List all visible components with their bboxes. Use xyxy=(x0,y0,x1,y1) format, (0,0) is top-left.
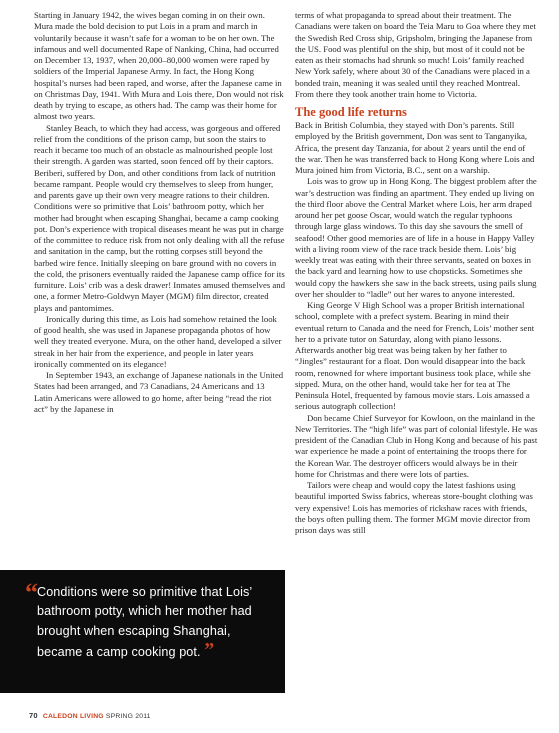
body-paragraph: Lois was to grow up in Hong Kong. The biggest problem after the war’s destruction was finding an apartment. They ended up living on the third floor above the Central Market where Lois, her arm draped around her pet goose Oscar, would watch the regular typhoons through large glass windows. To this day she savours the smell of seafood! Other good memories are of life in a house in Happy Valley with a living room view of the race track beside them. Lois’ big weekly treat was eating with their three servants, seated on boxes in the back yard and learning how to use chopsticks. Sometimes she would copy the hawkers she saw in the back streets, using pails slung over her shoulder to “ladle” out her wares to anyone interested. xyxy=(295,176,537,299)
body-paragraph: Tailors were cheap and would copy the latest fashions using beautiful imported Swiss fabrics, whereas store-bought clothing was very expensive! Lois has memories of rickshaw races with friends, the boys often pulling them. The former MGM movie director from prison days was still xyxy=(295,480,533,535)
pull-quote-text: Conditions were so primitive that Lois’ bathroom potty, which her mother had brought when escaping Shanghai, became a camp cooking pot. xyxy=(37,585,252,660)
close-quote-mark: ” xyxy=(204,639,215,662)
pull-quote-text-block xyxy=(37,583,277,663)
body-paragraph: Back in British Columbia, they stayed with Don’s parents. Still employed by the British government, Don was sent to Tanganyika, Africa, the present day Tanzania, for about 2 years until the end of the war. Then he was transferred back to Hong Kong where Lois and Mura joined him from Victoria, B.C., sent on a warship. xyxy=(295,120,535,175)
issue-label: SPRING 2011 xyxy=(105,713,151,720)
pull-quote xyxy=(0,570,285,693)
page-footer xyxy=(29,711,151,720)
section-heading: The good life returns xyxy=(295,105,407,119)
right-text-column xyxy=(295,10,538,536)
body-paragraph: Ironically during this time, as Lois had somehow retained the look of good health, she was used in Japanese propaganda photos of how well they treated everyone. Mura, on the other hand, developed a silver streak in her hair from the experience, and people in later years ironically commented on its elegance! xyxy=(34,313,282,369)
body-paragraph: In September 1943, an exchange of Japanese nationals in the United States had been arranged, and 73 Canadians, 24 Americans and 13 Latin Americans were allowed to go home, after being “read the riot act” by the Japanese in xyxy=(34,370,284,414)
publication-name: CALEDON LIVING xyxy=(42,713,104,720)
left-text-column xyxy=(34,10,285,415)
page-number: 70 xyxy=(29,711,38,720)
body-paragraph: King George V High School was a proper British international school, complete with a prefect system. Bearing in mind their eventual return to Canada and the need for French, Lois’ mother sent her to a private tutor on Saturday, along with piano lessons. Afterwards another big treat was being taken by her father to “Jingles” restaurant for a float. Don would disappear into the back room, renowned for where important business took place, while she sipped. Mura, on the other hand, would take her for tea at The Peninsula Hotel, frequented by famous movie stars. Lois amassed a serious autograph collection! xyxy=(295,300,535,412)
open-quote-mark: “ xyxy=(25,578,38,607)
body-paragraph: Starting in January 1942, the wives began coming in on their own. Mura made the bold decision to put Lois in a pram and march in voluntarily because it wasn’t safe for a woman to be on her own. The infamous and well documented Rape of Nanking, China, had occurred on December 13, 1937, when 20,000–80,000 women were raped by soldiers of the Imperial Japanese Army. In fact, the Hong Kong hospital’s nurses had been raped, and worse, after the Japanese came in on Christmas Day, 1941. With Mura and Lois there, Don would not risk death by trying to escape, as others had. The camp was their home for almost two years. xyxy=(34,10,284,122)
body-paragraph: Stanley Beach, to which they had access, was gorgeous and offered relief from the conditions of the prison camp, but soon the stairs to reach it became too much of an obstacle as malnourished people lost their strength. A garden was started, soon fenced off by their captors. Beriberi, suffered by Don, and other conditions from lack of nutrition became rampant. People would cry themselves to sleep from hunger, and parents gave up their own very meagre rations to their children. Conditions were so primitive that Lois’ bathroom potty, which her mother had brought when escaping Shanghai, became a camp cooking pot. Don’s experience with tropical diseases meant he was put in charge of the committee to reduce risk from not only dealing with all the refuse and sanitation in the camp, but the rotting corpses still beyond the barbed wire fence. Initially sleeping on bare ground with no covers in the cold, the prisoners eventually raided the Japanese camp office for its furniture. Lois’ crib was a desk drawer! Inmates amused themselves and one, a former Metro-Goldwyn Mayer (MGM) film director, created plays and pantomimes. xyxy=(34,122,285,313)
body-paragraph: Don became Chief Surveyor for Kowloon, on the mainland in the New Territories. The “high life” was part of colonial lifestyle. He was president of the Canadian Club in Hong Kong and because of his past war experience he made a point of entertaining the troops there for the Korean War. The destroyer officers would always be in their home for Christmas and there were lots of parties. xyxy=(295,412,538,479)
body-paragraph: terms of what propaganda to spread about their treatment. The Canadians were taken on board the Teia Maru to Goa where they met the Swedish Red Cross ship, Gripsholm, bringing the Japanese from the US. Food was plentiful on the ship, but most of it could not be eaten as their stomachs had shrunk so much! Lois’ family reached New York safely, where about 30 of the Canadians were placed in a bonded train, meaning it was sealed until they reached Montreal. From there they took another train home to Victoria. xyxy=(295,10,536,99)
